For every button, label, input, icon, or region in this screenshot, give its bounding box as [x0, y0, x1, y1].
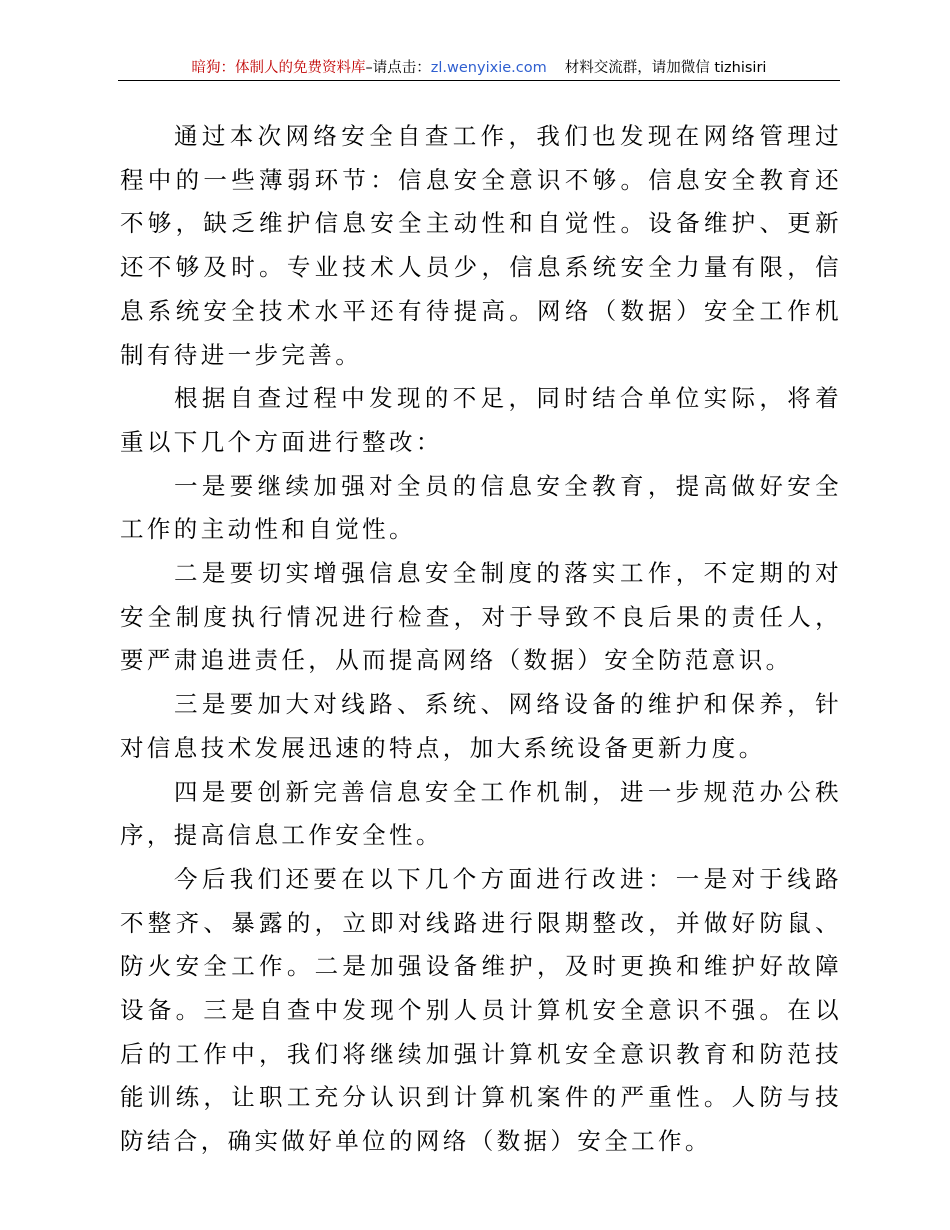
paragraph-findings: 通过本次网络安全自查工作，我们也发现在网络管理过程中的一些薄弱环节：信息安全意识不够。信息安全教育还不够，缺乏维护信息安全主动性和自觉性。设备维护、更新还不够及时。专业技术人员少，信息系统安全力量有限，信息系统安全技术水平还有待提高。网络（数据）安全工作机制有待进一步完善。 — [120, 122, 842, 369]
paragraph-future-improvements: 今后我们还要在以下几个方面进行改进：一是对于线路不整齐、暴露的，立即对线路进行限期整改，并做好防鼠、防火安全工作。二是加强设备维护，及时更换和维护好故障设备。三是自查中发现个别人员计算机安全意识不强。在以后的工作中，我们将继续加强计算机安全意识教育和防范技能训练，让职工充分认识到计算机案件的严重性。人防与技防结合，确实做好单位的网络（数据）安全工作。 — [120, 864, 842, 1156]
paragraph-measure-three: 三是要加大对线路、系统、网络设备的维护和保养，针对信息技术发展迅速的特点，加大系统设备更新力度。 — [120, 690, 842, 762]
paragraph-measure-four: 四是要创新完善信息安全工作机制，进一步规范办公秩序，提高信息工作安全性。 — [120, 777, 842, 850]
header-wechat-note: 材料交流群，请加微信 tizhisiri — [564, 60, 767, 76]
document-body — [120, 115, 842, 1164]
header-brand: 暗狗：体制人的免费资料库 — [191, 60, 366, 76]
paragraph-measure-two: 二是要切实增强信息安全制度的落实工作，不定期的对安全制度执行情况进行检查，对于导致不良后果的责任人，要严肃追进责任，从而提高网络（数据）安全防范意识。 — [120, 559, 842, 675]
paragraph-rectification-intro: 根据自查过程中发现的不足，同时结合单位实际，将着重以下几个方面进行整改： — [120, 384, 842, 456]
page-header — [118, 56, 840, 81]
paragraph-measure-one: 一是要继续加强对全员的信息安全教育，提高做好安全工作的主动性和自觉性。 — [120, 471, 842, 544]
header-link[interactable]: zl.wenyixie.com — [430, 60, 547, 76]
header-prompt: –请点击： — [365, 60, 431, 76]
